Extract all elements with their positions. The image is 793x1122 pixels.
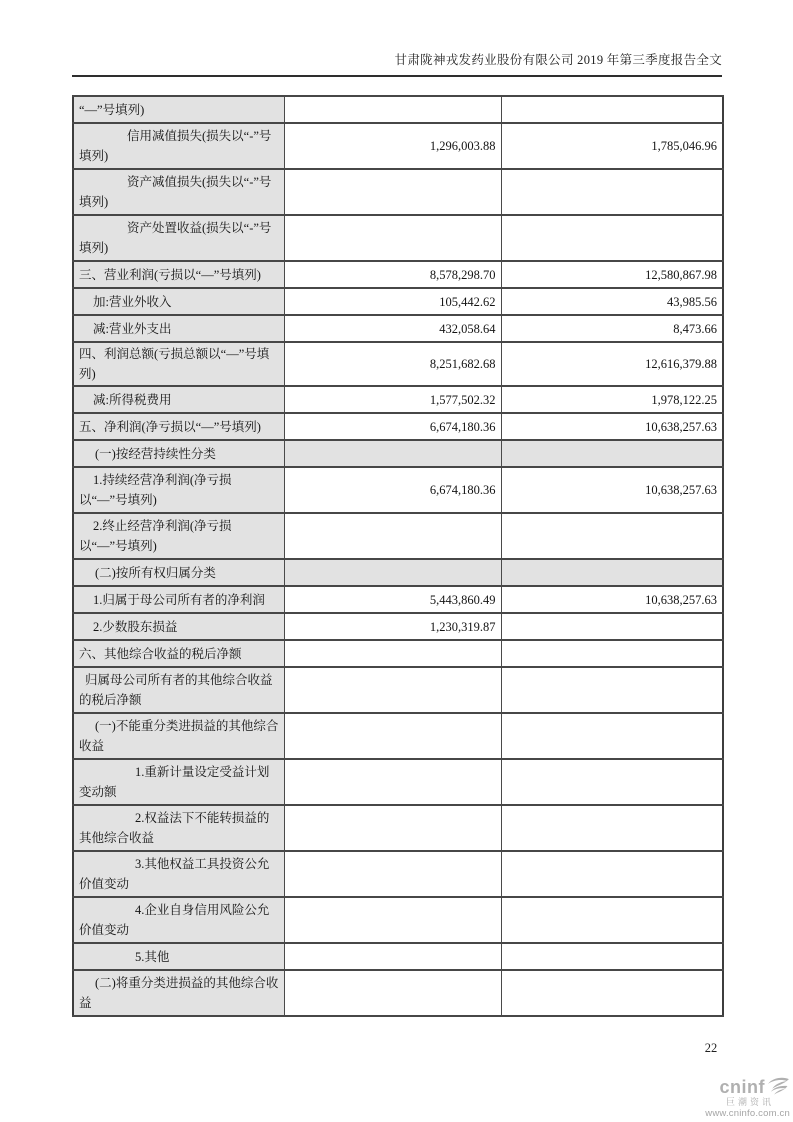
table-row <box>73 513 723 559</box>
table-row <box>73 413 723 440</box>
row-value-col1-cell <box>284 513 501 559</box>
row-label-cell <box>73 413 284 440</box>
row-label-cell <box>73 943 284 970</box>
row-label-cell <box>73 713 284 759</box>
row-value-col2-cell <box>501 559 723 586</box>
cninfo-swirl-icon <box>766 1077 790 1096</box>
row-value-col2-cell <box>501 943 723 970</box>
row-value-col2-cell <box>501 897 723 943</box>
row-value-col1-cell: 8,578,298.70 <box>284 261 501 288</box>
row-value-col1-cell: 6,674,180.36 <box>284 413 501 440</box>
row-value-col1-cell <box>284 943 501 970</box>
row-label-cell <box>73 467 284 513</box>
row-value-col2-cell <box>501 713 723 759</box>
row-value-col2-cell <box>501 613 723 640</box>
row-label: 2.权益法下不能转损益的其他综合收益 <box>79 811 270 845</box>
table-row <box>73 805 723 851</box>
row-value-col2-cell: 43,985.56 <box>501 288 723 315</box>
table-row <box>73 342 723 386</box>
row-value-col2-cell: 1,785,046.96 <box>501 123 723 169</box>
table-row <box>73 440 723 467</box>
table-row <box>73 386 723 413</box>
row-value-col1-cell: 1,230,319.87 <box>284 613 501 640</box>
row-value-col2-cell: 8,473.66 <box>501 315 723 342</box>
row-value-col1-cell: 1,577,502.32 <box>284 386 501 413</box>
table-row <box>73 215 723 261</box>
row-label: 五、净利润(净亏损以“—”号填列) <box>79 419 261 434</box>
row-label: 5.其他 <box>135 949 170 964</box>
row-label: 信用减值损失(损失以“-”号填列) <box>79 129 272 163</box>
table-row <box>73 713 723 759</box>
cninfo-subtitle: 巨潮资讯 <box>725 1097 774 1107</box>
row-label-cell <box>73 440 284 467</box>
row-label: 减:所得税费用 <box>93 392 172 407</box>
row-value-col1-cell: 5,443,860.49 <box>284 586 501 613</box>
row-label-cell <box>73 970 284 1016</box>
row-value-col1-cell: 1,296,003.88 <box>284 123 501 169</box>
row-value-col2-cell <box>501 96 723 123</box>
row-label: 1.持续经营净利润(净亏损以“—”号填列) <box>79 473 232 507</box>
row-label: 三、营业利润(亏损以“—”号填列) <box>79 267 261 282</box>
row-value-col1-cell <box>284 805 501 851</box>
row-label: (二)将重分类进损益的其他综合收益 <box>79 976 279 1010</box>
row-label-cell <box>73 386 284 413</box>
page-header-title: 甘肃陇神戎发药业股份有限公司 2019 年第三季度报告全文 <box>72 50 722 77</box>
income-statement-table <box>72 95 724 1017</box>
row-value-col1-cell: 105,442.62 <box>284 288 501 315</box>
row-value-col1-cell <box>284 559 501 586</box>
row-label-cell <box>73 215 284 261</box>
row-value-col1-cell <box>284 759 501 805</box>
row-label-cell <box>73 342 284 386</box>
income-statement-body <box>73 96 723 1016</box>
table-row <box>73 667 723 713</box>
table-row <box>73 288 723 315</box>
table-row <box>73 897 723 943</box>
row-label-cell <box>73 123 284 169</box>
row-value-col2-cell <box>501 970 723 1016</box>
row-label: 减:营业外支出 <box>93 321 172 336</box>
row-value-col2-cell: 12,580,867.98 <box>501 261 723 288</box>
table-row <box>73 613 723 640</box>
table-row <box>73 261 723 288</box>
row-label-cell <box>73 805 284 851</box>
row-value-col2-cell <box>501 759 723 805</box>
row-label: 1.重新计量设定受益计划变动额 <box>79 765 270 799</box>
table-row <box>73 123 723 169</box>
row-value-col1-cell: 6,674,180.36 <box>284 467 501 513</box>
row-label: 归属母公司所有者的其他综合收益的税后净额 <box>79 673 273 707</box>
row-label: 2.少数股东损益 <box>93 619 178 634</box>
table-row <box>73 759 723 805</box>
row-label: 资产减值损失(损失以“-”号填列) <box>79 175 272 209</box>
row-value-col2-cell: 1,978,122.25 <box>501 386 723 413</box>
cninfo-url: www.cninfo.com.cn <box>705 1108 790 1119</box>
row-label-cell <box>73 667 284 713</box>
cninfo-logo <box>678 1077 790 1119</box>
row-label-cell <box>73 851 284 897</box>
row-value-col2-cell <box>501 640 723 667</box>
row-value-col1-cell <box>284 215 501 261</box>
row-label: (一)不能重分类进损益的其他综合收益 <box>79 719 279 753</box>
row-label-cell <box>73 897 284 943</box>
row-label-cell <box>73 640 284 667</box>
table-row <box>73 169 723 215</box>
row-value-col2-cell <box>501 440 723 467</box>
table-row <box>73 96 723 123</box>
row-value-col2-cell <box>501 169 723 215</box>
table-row <box>73 970 723 1016</box>
row-label: 1.归属于母公司所有者的净利润 <box>93 592 265 607</box>
row-value-col1-cell <box>284 851 501 897</box>
cninfo-brand-text: cninf <box>719 1077 765 1097</box>
row-label: “—”号填列) <box>79 102 145 117</box>
row-value-col2-cell: 10,638,257.63 <box>501 413 723 440</box>
row-value-col1-cell: 8,251,682.68 <box>284 342 501 386</box>
row-label-cell <box>73 315 284 342</box>
row-label: (二)按所有权归属分类 <box>95 565 216 580</box>
row-label: (一)按经营持续性分类 <box>95 446 216 461</box>
table-row <box>73 467 723 513</box>
row-value-col2-cell <box>501 513 723 559</box>
row-value-col2-cell <box>501 667 723 713</box>
row-value-col2-cell: 10,638,257.63 <box>501 467 723 513</box>
row-value-col1-cell <box>284 970 501 1016</box>
row-value-col1-cell: 432,058.64 <box>284 315 501 342</box>
row-label: 资产处置收益(损失以“-”号填列) <box>79 221 272 255</box>
row-value-col1-cell <box>284 440 501 467</box>
row-label: 四、利润总额(亏损总额以“—”号填列) <box>79 347 270 381</box>
row-value-col1-cell <box>284 897 501 943</box>
row-value-col1-cell <box>284 640 501 667</box>
row-value-col1-cell <box>284 169 501 215</box>
row-label-cell <box>73 261 284 288</box>
row-label: 4.企业自身信用风险公允价值变动 <box>79 903 270 937</box>
row-value-col1-cell <box>284 667 501 713</box>
row-value-col1-cell <box>284 96 501 123</box>
row-value-col2-cell: 12,616,379.88 <box>501 342 723 386</box>
row-value-col2-cell: 10,638,257.63 <box>501 586 723 613</box>
table-row <box>73 640 723 667</box>
row-label: 3.其他权益工具投资公允价值变动 <box>79 857 270 891</box>
table-row <box>73 943 723 970</box>
row-value-col2-cell <box>501 851 723 897</box>
table-row <box>73 559 723 586</box>
page-number: 22 <box>704 1041 718 1055</box>
row-label-cell <box>73 169 284 215</box>
table-row <box>73 851 723 897</box>
row-label-cell <box>73 613 284 640</box>
row-value-col1-cell <box>284 713 501 759</box>
row-value-col2-cell <box>501 215 723 261</box>
row-label: 加:营业外收入 <box>93 294 172 309</box>
table-row <box>73 315 723 342</box>
row-label-cell <box>73 513 284 559</box>
row-label: 六、其他综合收益的税后净额 <box>79 646 242 661</box>
row-label-cell <box>73 96 284 123</box>
row-label-cell <box>73 586 284 613</box>
table-row <box>73 586 723 613</box>
row-value-col2-cell <box>501 805 723 851</box>
row-label-cell <box>73 759 284 805</box>
row-label-cell <box>73 559 284 586</box>
row-label: 2.终止经营净利润(净亏损以“—”号填列) <box>79 519 232 553</box>
row-label-cell <box>73 288 284 315</box>
